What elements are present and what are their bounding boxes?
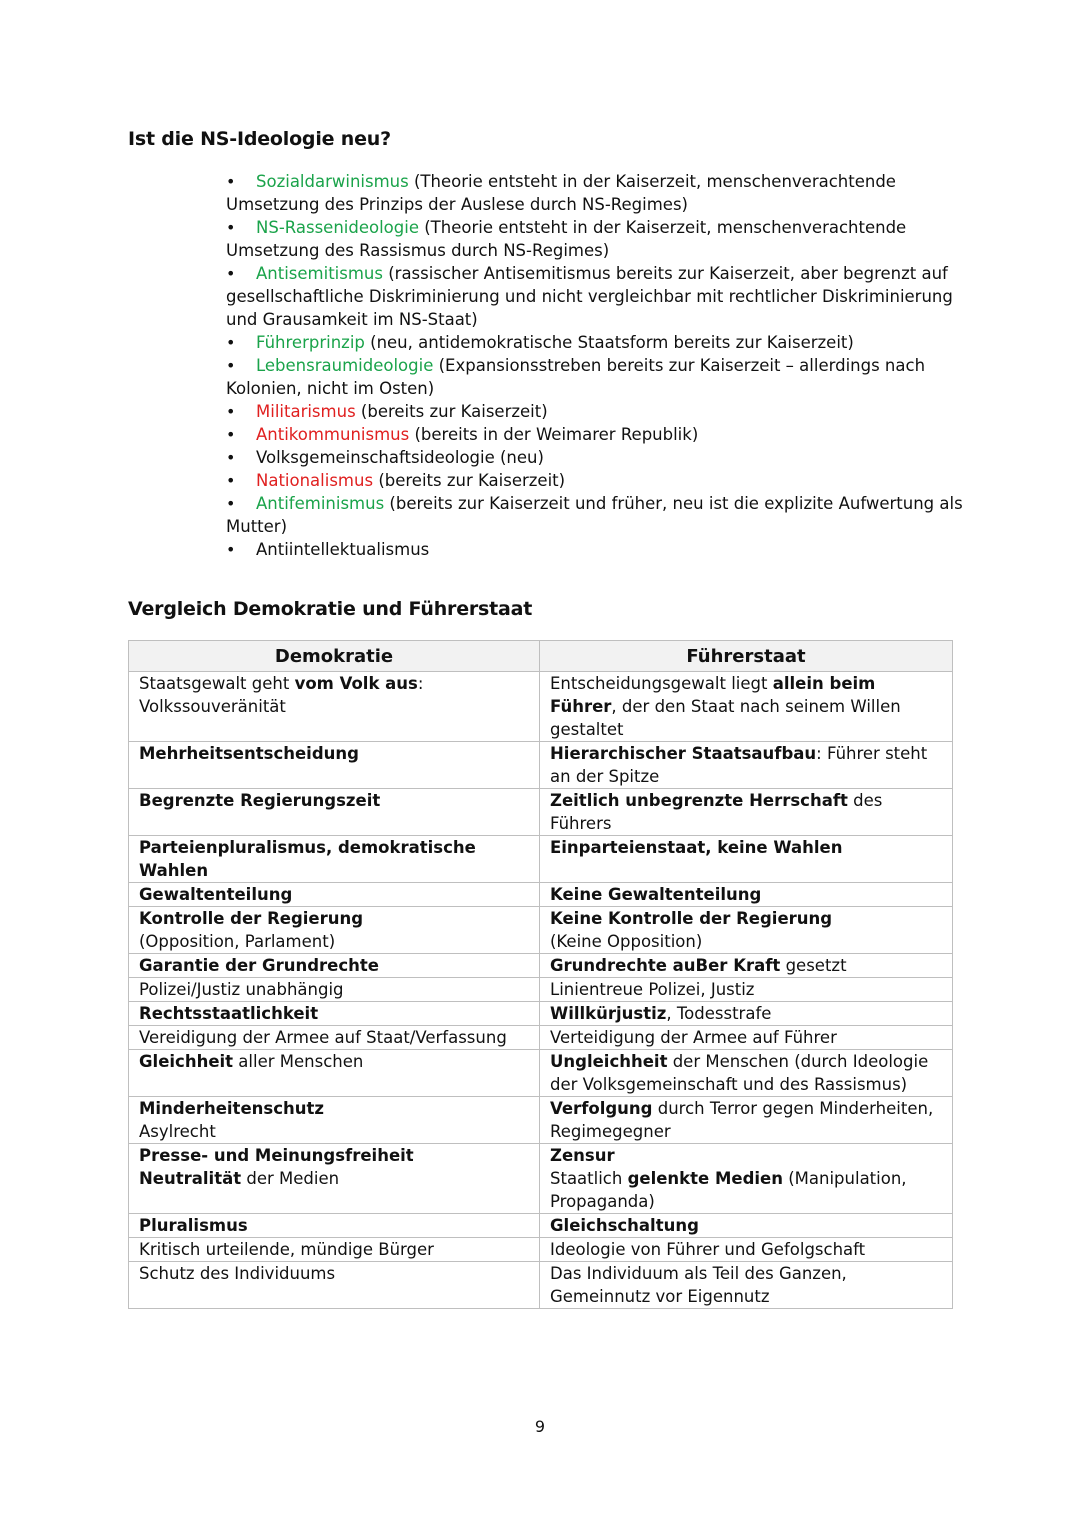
cell-fuehrerstaat [540, 1238, 953, 1262]
list-item [226, 262, 966, 331]
cell-demokratie [129, 742, 540, 789]
cell-fuehrerstaat [540, 1026, 953, 1050]
cell-text: Rechtsstaatlichkeit [139, 1004, 319, 1023]
ideology-term: NS-Rassenideologie [256, 218, 419, 237]
bullet-icon [226, 262, 256, 285]
cell-text: Zeitlich unbegrenzte Herrschaft [550, 791, 848, 810]
table-row [129, 1097, 953, 1144]
table-row [129, 907, 953, 954]
table-row [129, 1050, 953, 1097]
cell-text: Linientreue Polizei, Justiz [550, 980, 755, 999]
cell-fuehrerstaat [540, 1144, 953, 1214]
cell-text: (Keine Opposition) [550, 932, 703, 951]
cell-demokratie [129, 907, 540, 954]
cell-fuehrerstaat [540, 1214, 953, 1238]
cell-text: Kritisch urteilende, mündige Bürger [139, 1240, 434, 1259]
table-row [129, 789, 953, 836]
cell-text: Einparteienstaat, keine Wahlen [550, 838, 843, 857]
cell-fuehrerstaat [540, 907, 953, 954]
cell-text: Entscheidungsgewalt liegt [550, 674, 773, 693]
list-item [226, 331, 966, 354]
cell-fuehrerstaat [540, 1097, 953, 1144]
cell-text: Verfolgung [550, 1099, 653, 1118]
cell-text: aller Menschen [233, 1052, 364, 1071]
cell-text: Begrenzte Regierungszeit [139, 791, 381, 810]
ideology-term: Antiintellektualismus [256, 540, 430, 559]
cell-text: Asylrecht [139, 1122, 216, 1141]
cell-text: : [417, 674, 424, 693]
cell-demokratie [129, 1238, 540, 1262]
cell-text: Keine Kontrolle der Regierung [550, 909, 833, 928]
cell-text: Parteienpluralismus, demokratische Wahlen [139, 838, 476, 880]
list-item [226, 492, 966, 538]
cell-text: Kontrolle der Regierung [139, 909, 364, 928]
list-item [226, 170, 966, 216]
cell-text: Garantie der Grundrechte [139, 956, 379, 975]
cell-text: gelenkte Medien [627, 1169, 783, 1188]
bullet-icon [226, 469, 256, 492]
cell-fuehrerstaat [540, 672, 953, 742]
cell-text: Polizei/Justiz unabhängig [139, 980, 344, 999]
cell-text: der Medien [241, 1169, 340, 1188]
cell-fuehrerstaat [540, 742, 953, 789]
list-item [226, 469, 966, 492]
ideology-term: Militarismus [256, 402, 356, 421]
section-title-ns-ideology: Ist die NS-Ideologie neu? [128, 128, 391, 150]
ideology-description: (neu, antidemokratische Staatsform bereits zur Kaiserzeit) [364, 333, 854, 352]
cell-text: Verteidigung der Armee auf Führer [550, 1028, 837, 1047]
cell-text: durch Terror gegen Minderheiten, Regimegegner [550, 1099, 934, 1141]
bullet-icon [226, 216, 256, 239]
ideology-term: Führerprinzip [256, 333, 365, 352]
ideology-description: (rassischer Antisemitismus bereits zur Kaiserzeit, aber begrenzt auf gesellschaftliche Diskriminierung und nicht vergleichbar mit rechtlicher Diskriminierung und Grausamkeit im NS-Staat) [226, 264, 953, 329]
table-row [129, 1026, 953, 1050]
cell-text: Grundrechte auBer Kraft [550, 956, 781, 975]
ideology-list [226, 170, 966, 561]
table-row [129, 1214, 953, 1238]
cell-fuehrerstaat [540, 789, 953, 836]
list-item [226, 400, 966, 423]
ideology-term: Volksgemeinschaftsideologie (neu) [256, 448, 544, 467]
cell-demokratie [129, 1144, 540, 1214]
cell-fuehrerstaat [540, 954, 953, 978]
table-row [129, 742, 953, 789]
bullet-icon [226, 492, 256, 515]
cell-demokratie [129, 672, 540, 742]
comparison-table [128, 640, 953, 1309]
cell-demokratie [129, 978, 540, 1002]
list-item [226, 538, 966, 561]
header-fuehrerstaat: Führerstaat [540, 641, 953, 672]
section-title-comparison: Vergleich Demokratie und Führerstaat [128, 598, 533, 620]
cell-text: der Menschen (durch Ideologie der Volksgemeinschaft und des Rassismus) [550, 1052, 929, 1094]
cell-text: Gewaltenteilung [139, 885, 293, 904]
table-row [129, 1002, 953, 1026]
ideology-term: Nationalismus [256, 471, 374, 490]
cell-text: Volkssouveränität [139, 697, 286, 716]
cell-text: Schutz des Individuums [139, 1264, 336, 1283]
cell-demokratie [129, 1050, 540, 1097]
ideology-term: Lebensraumideologie [256, 356, 434, 375]
bullet-icon [226, 538, 256, 561]
cell-demokratie [129, 1026, 540, 1050]
cell-text: Das Individuum als Teil des Ganzen, Gemeinnutz vor Eigennutz [550, 1264, 847, 1306]
cell-text: vom Volk aus [294, 674, 418, 693]
cell-text: : Führer steht an der Spitze [550, 744, 928, 786]
bullet-icon [226, 170, 256, 193]
cell-text: Gleichschaltung [550, 1216, 699, 1235]
cell-text: Ideologie von Führer und Gefolgschaft [550, 1240, 866, 1259]
cell-text: allein beim Führer [550, 674, 876, 716]
ideology-term: Antifeminismus [256, 494, 385, 513]
cell-text: Ungleichheit [550, 1052, 668, 1071]
cell-demokratie [129, 789, 540, 836]
cell-text: Gleichheit [139, 1052, 234, 1071]
ideology-description: (bereits zur Kaiserzeit und früher, neu ist die explizite Aufwertung als Mutter) [226, 494, 963, 536]
cell-text: Hierarchischer Staatsaufbau [550, 744, 817, 763]
cell-demokratie [129, 1002, 540, 1026]
table-row [129, 883, 953, 907]
table-row [129, 672, 953, 742]
bullet-icon [226, 354, 256, 377]
cell-text: Staatsgewalt geht [139, 674, 295, 693]
ideology-description: (Theorie entsteht in der Kaiserzeit, menschenverachtende Umsetzung des Prinzips der Auslese durch NS-Regimes) [226, 172, 896, 214]
ideology-description: (Expansionsstreben bereits zur Kaiserzeit – allerdings nach Kolonien, nicht im Osten) [226, 356, 926, 398]
list-item [226, 216, 966, 262]
cell-demokratie [129, 954, 540, 978]
cell-text: Keine Gewaltenteilung [550, 885, 762, 904]
page-number: 9 [534, 1417, 546, 1436]
cell-text: , der den Staat nach seinem Willen gestaltet [550, 697, 901, 739]
cell-demokratie [129, 1214, 540, 1238]
cell-demokratie [129, 836, 540, 883]
cell-text: (Manipulation, Propaganda) [550, 1169, 907, 1211]
cell-text: Pluralismus [139, 1216, 248, 1235]
bullet-icon [226, 446, 256, 469]
cell-text: des Führers [550, 791, 883, 833]
cell-fuehrerstaat [540, 836, 953, 883]
cell-fuehrerstaat [540, 1262, 953, 1309]
ideology-description: (bereits zur Kaiserzeit) [373, 471, 566, 490]
bullet-icon [226, 400, 256, 423]
cell-text: Willkürjustiz [550, 1004, 667, 1023]
list-item [226, 423, 966, 446]
list-item [226, 446, 966, 469]
table-row [129, 1262, 953, 1309]
bullet-icon [226, 331, 256, 354]
cell-text: Mehrheitsentscheidung [139, 744, 359, 763]
cell-demokratie [129, 1097, 540, 1144]
cell-demokratie [129, 883, 540, 907]
cell-text: , Todesstrafe [666, 1004, 772, 1023]
table-row [129, 1238, 953, 1262]
cell-text: Vereidigung der Armee auf Staat/Verfassung [139, 1028, 507, 1047]
ideology-description: (bereits in der Weimarer Republik) [409, 425, 699, 444]
cell-text: Presse- und Meinungsfreiheit [139, 1146, 414, 1165]
cell-fuehrerstaat [540, 883, 953, 907]
table-row [129, 1144, 953, 1214]
bullet-icon [226, 423, 256, 446]
table-row [129, 954, 953, 978]
cell-demokratie [129, 1262, 540, 1309]
cell-fuehrerstaat [540, 1002, 953, 1026]
ideology-term: Antikommunismus [256, 425, 410, 444]
cell-text: Staatlich [550, 1169, 628, 1188]
cell-text: Neutralität [139, 1169, 242, 1188]
list-item [226, 354, 966, 400]
cell-fuehrerstaat [540, 978, 953, 1002]
cell-text: gesetzt [780, 956, 847, 975]
ideology-term: Antisemitismus [256, 264, 383, 283]
ideology-description: (bereits zur Kaiserzeit) [355, 402, 548, 421]
table-header-row [129, 641, 953, 672]
table-row [129, 978, 953, 1002]
ideology-term: Sozialdarwinismus [256, 172, 409, 191]
cell-text: Zensur [550, 1146, 615, 1165]
table-row [129, 836, 953, 883]
cell-text: (Opposition, Parlament) [139, 932, 336, 951]
cell-fuehrerstaat [540, 1050, 953, 1097]
cell-text: Minderheitenschutz [139, 1099, 324, 1118]
ideology-description: (Theorie entsteht in der Kaiserzeit, menschenverachtende Umsetzung des Rassismus durch NS-Regimes) [226, 218, 907, 260]
header-demokratie: Demokratie [129, 641, 540, 672]
